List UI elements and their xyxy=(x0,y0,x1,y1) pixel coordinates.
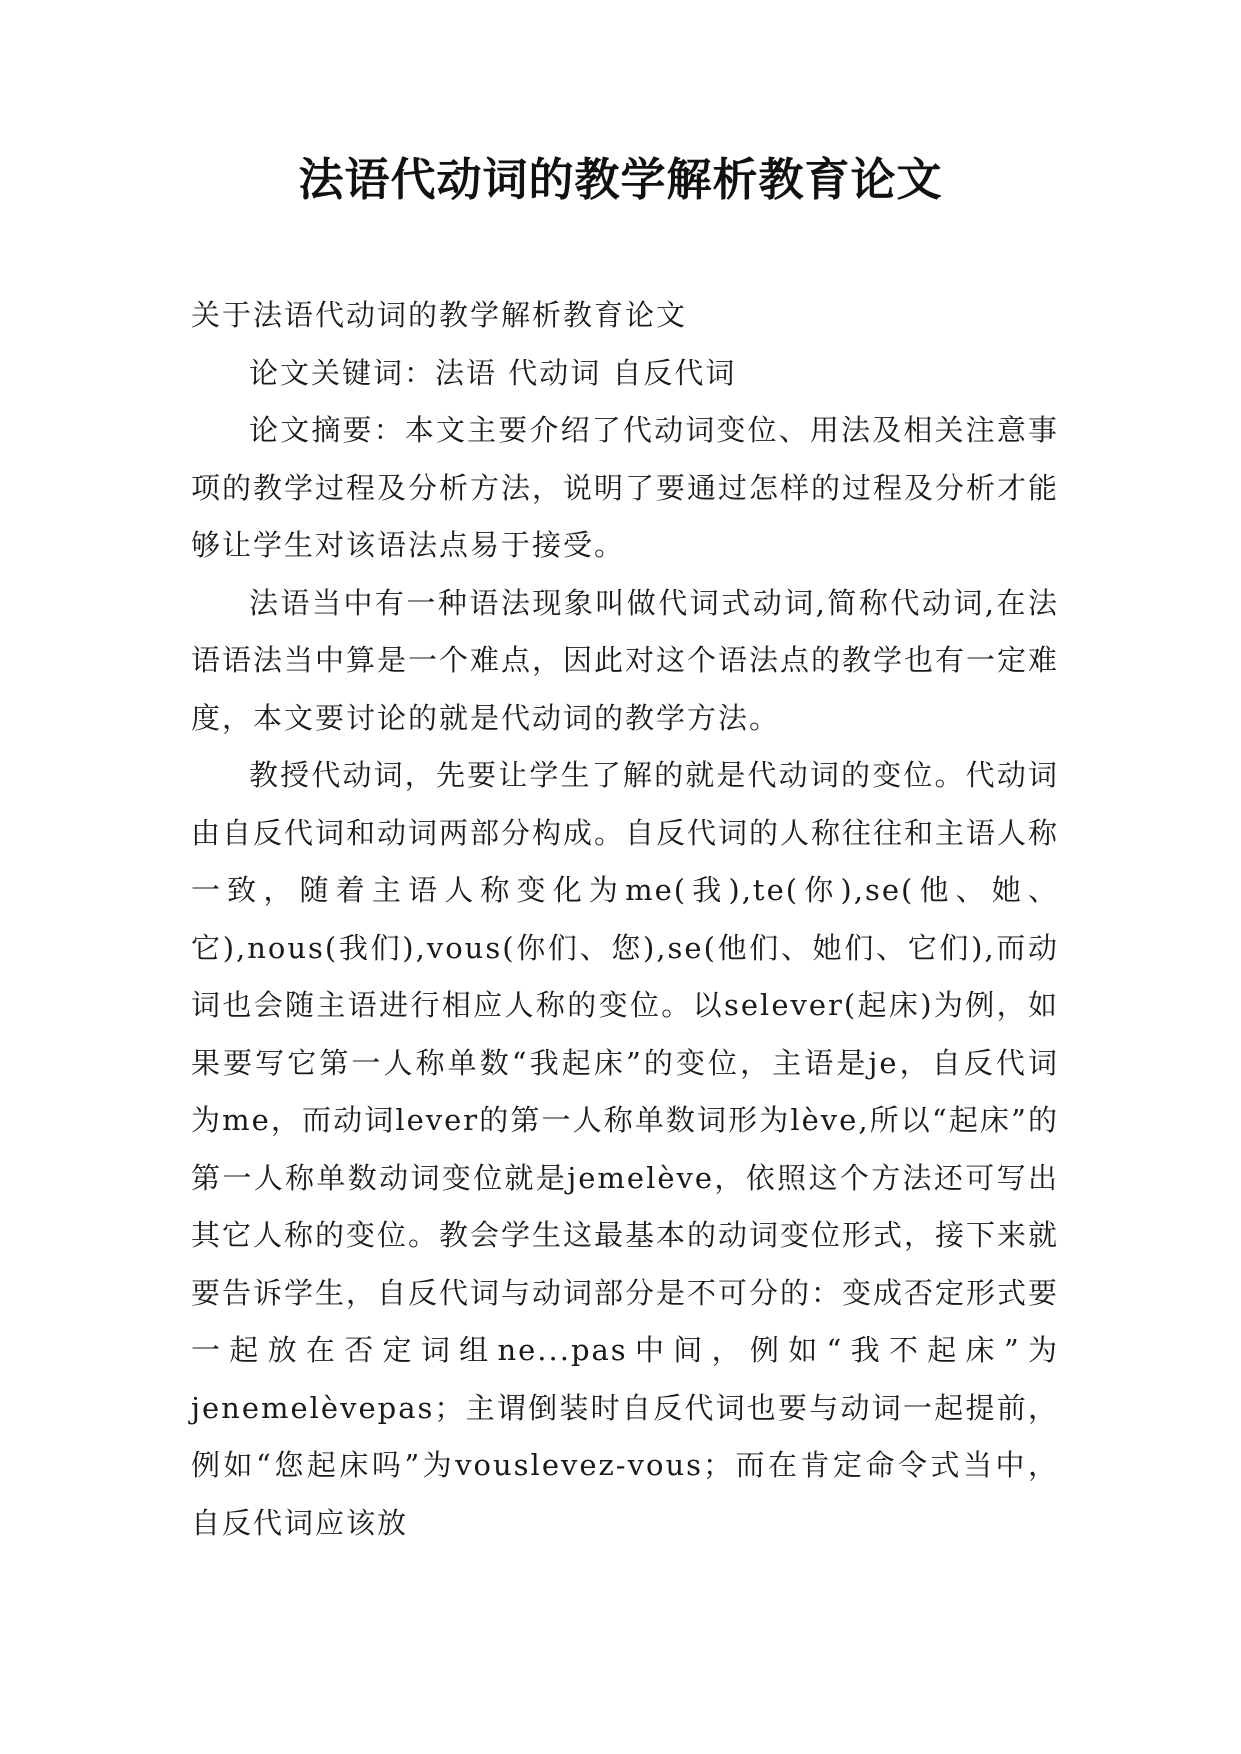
document-body xyxy=(191,287,1059,1552)
body-paragraph-conjugation: 教授代动词，先要让学生了解的就是代动词的变位。代动词由自反代词和动词两部分构成。自反代词的人称往往和主语人称一致，随着主语人称变化为me(我),te(你),se(他、她、它),nous(我们),vous(你们、您),se(他们、她们、它们),而动词也会随主语进行相应人称的变位。以selever(起床)为例，如果要写它第一人称单数“我起床”的变位，主语是je，自反代词为me，而动词lever的第一人称单数词形为lève,所以“起床”的第一人称单数动词变位就是jemelève，依照这个方法还可写出其它人称的变位。教会学生这最基本的动词变位形式，接下来就要告诉学生，自反代词与动词部分是不可分的：变成否定形式要一起放在否定词组ne...pas中间，例如“我不起床”为jenemelèvepas；主谓倒装时自反代词也要与动词一起提前，例如“您起床吗”为vouslevez-vous；而在肯定命令式当中，自反代词应该放 xyxy=(191,758,1060,1540)
subtitle-line: 关于法语代动词的教学解析教育论文 xyxy=(191,298,688,332)
abstract-paragraph: 论文摘要：本文主要介绍了代动词变位、用法及相关注意事项的教学过程及分析方法，说明了要通过怎样的过程及分析才能够让学生对该语法点易于接受。 xyxy=(191,413,1060,562)
document-title: 法语代动词的教学解析教育论文 xyxy=(298,153,943,206)
body-paragraph-intro: 法语当中有一种语法现象叫做代词式动词,简称代动词,在法语语法当中算是一个难点，因此对这个语法点的教学也有一定难度，本文要讨论的就是代动词的教学方法。 xyxy=(191,585,1060,735)
keywords-line: 论文关键词：法语 代动词 自反代词 xyxy=(249,355,737,390)
